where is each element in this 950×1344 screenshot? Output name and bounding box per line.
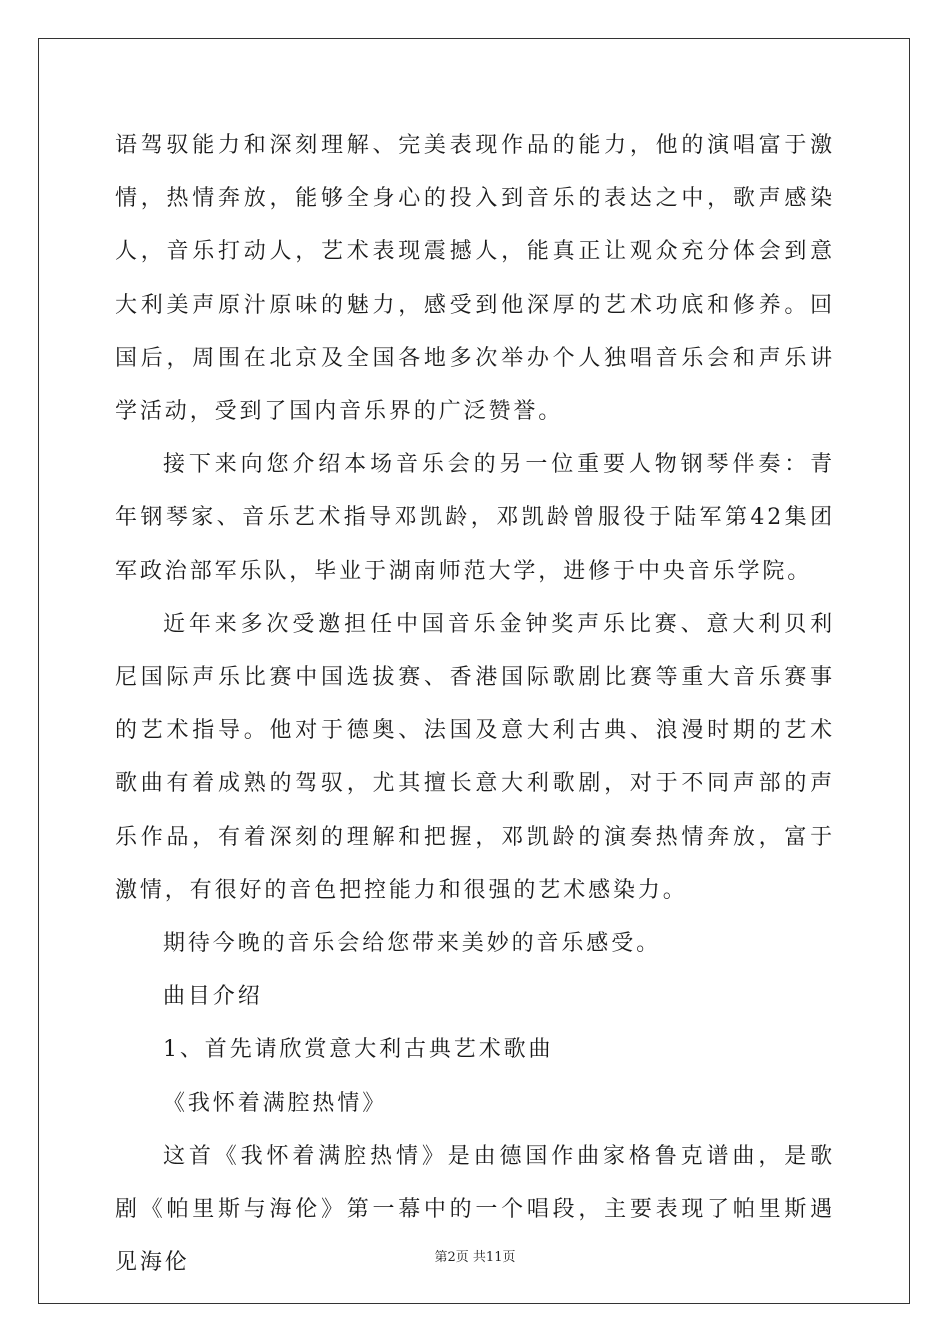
paragraph-4: 期待今晚的音乐会给您带来美妙的音乐感受。 xyxy=(163,931,662,957)
section-heading: 曲目介绍 xyxy=(163,984,263,1010)
paragraph-song-intro: 这首《我怀着满腔热情》是由德国作曲家格鲁克谱曲，是歌剧《帕里斯与海伦》第一幕中的一个唱段，主要表现了帕里斯遇见海伦 xyxy=(115,1143,835,1276)
paragraph-3: 近年来多次受邀担任中国音乐金钟奖声乐比赛、意大利贝利尼国际声乐比赛中国选拔赛、香港国际歌剧比赛等重大音乐赛事的艺术指导。他对于德奥、法国及意大利古典、浪漫时期的艺术歌曲有着成熟的驾驭，尤其擅长意大利歌剧，对于不同声部的声乐作品，有着深刻的理解和把握，邓凯龄的演奏热情奔放，富于激情，有很好的音色把控能力和很强的艺术感染力。 xyxy=(115,611,835,903)
document-body xyxy=(115,119,835,1289)
paragraph-1: 语驾驭能力和深刻理解、完美表现作品的能力，他的演唱富于激情，热情奔放，能够全身心的投入到音乐的表达之中，歌声感染人，音乐打动人，艺术表现震撼人，能真正让观众充分体会到意大利美声原汁原味的魅力，感受到他深厚的艺术功底和修养。回国后，周围在北京及全国各地多次举办个人独唱音乐会和声乐讲学活动，受到了国内音乐界的广泛赞誉。 xyxy=(115,133,835,425)
program-item-1: 1、首先请欣赏意大利古典艺术歌曲 xyxy=(163,1037,554,1063)
page-footer: 第2页 共11页 xyxy=(434,1250,516,1265)
paragraph-2: 接下来向您介绍本场音乐会的另一位重要人物钢琴伴奏：青年钢琴家、音乐艺术指导邓凯龄，邓凯龄曾服役于陆军第42集团军政治部军乐队，毕业于湖南师范大学，进修于中央音乐学院。 xyxy=(115,452,835,584)
song-title: 《我怀着满腔热情》 xyxy=(163,1090,388,1116)
